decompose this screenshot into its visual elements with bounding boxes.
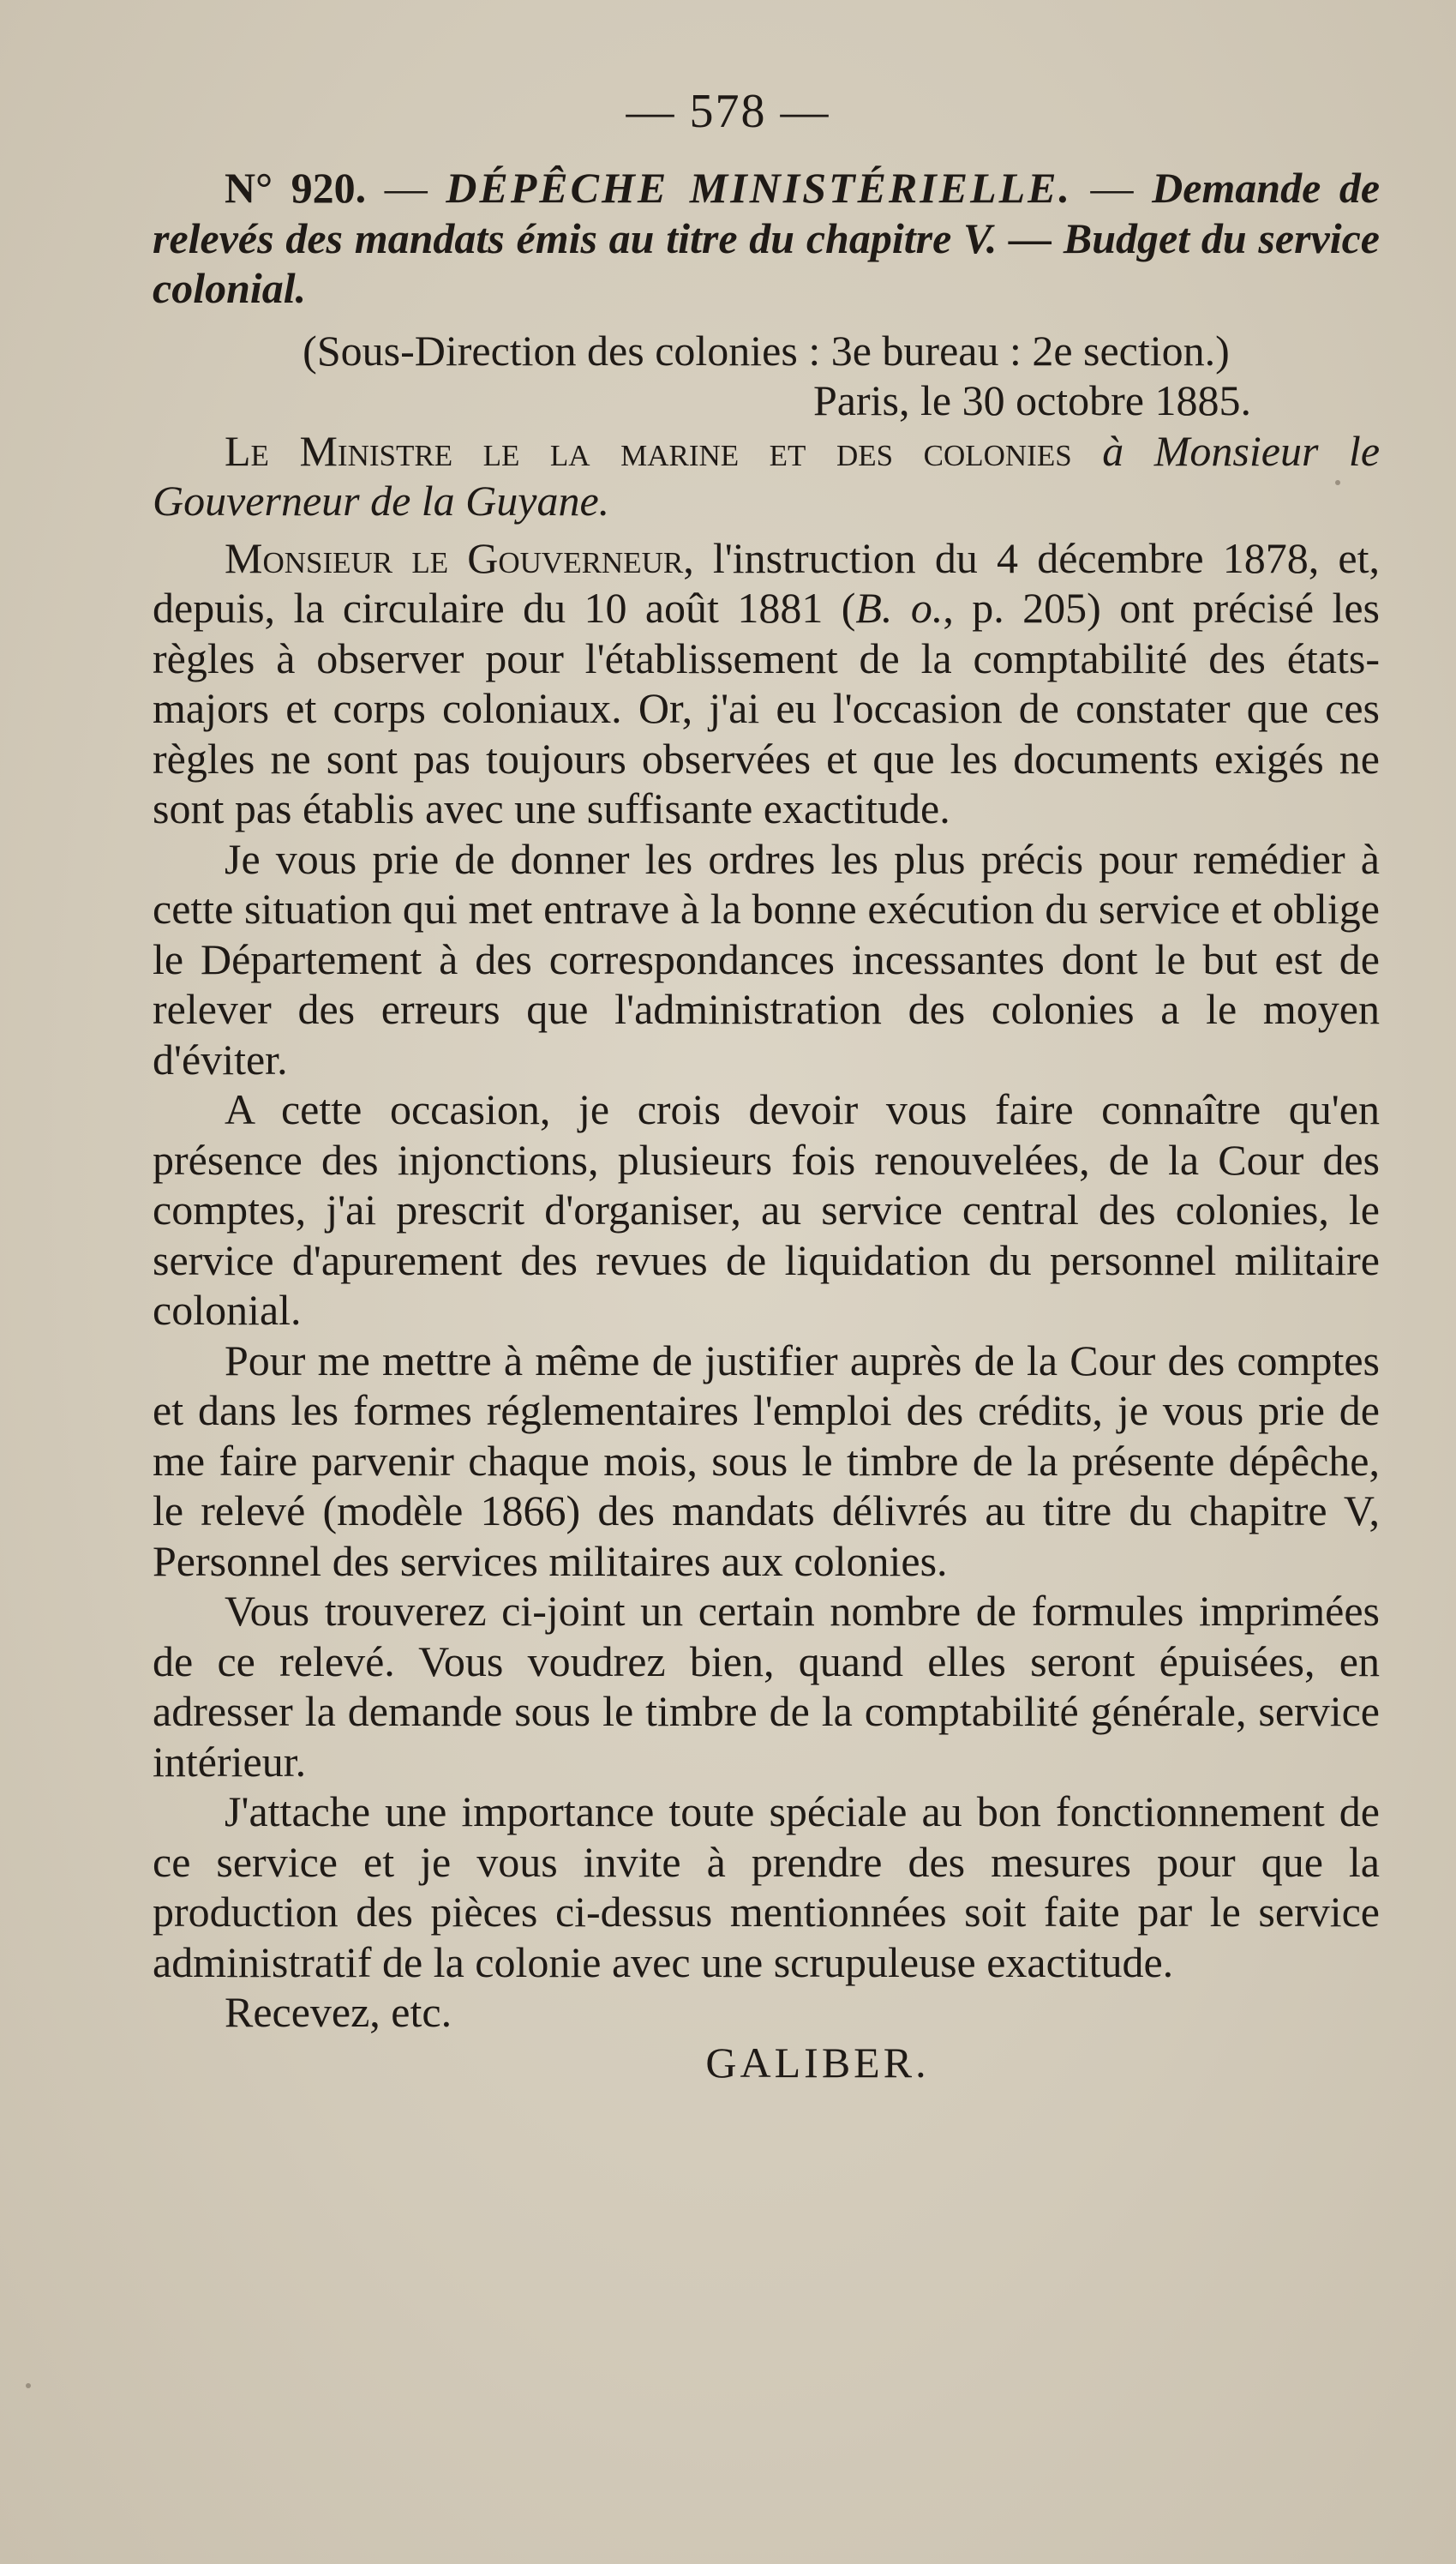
- addressee-to: à Monsieur le Gouverneur de la Guyane.: [153, 426, 1381, 525]
- salutation: Monsieur le Gouverneur,: [225, 533, 694, 582]
- dispatch-number: N° 920.: [225, 164, 367, 212]
- paragraph: Pour me mettre à même de justifier auprès de la Cour des comptes et dans les formes réglementaires l'emploi des crédits, je vous prie de me faire parvenir chaque mois, sous le timbre de la présente dépêche, le relevé (modèle 1866) des mandats délivrés au titre du chapitre V, Personnel des services militaires aux colonies.: [153, 1336, 1380, 1585]
- closing: Recevez, etc.: [225, 1988, 452, 2036]
- dispatch-heading: N° 920. — DÉPÊCHE MINISTÉRIELLE. — Demande de relevés des mandats émis au titre du chapitre V. — Budget du service colonial.: [153, 164, 1381, 312]
- addressee-from: Le Ministre le la marine et des colonies: [225, 426, 1072, 475]
- bulletin-reference: B. o.: [855, 584, 944, 632]
- ink-speck: [26, 2383, 31, 2388]
- paragraph: J'attache une importance toute spéciale au bon fonctionnement de ce service et je vous invite à prendre des mesures pour que la production des pièces ci-dessus mentionnées soit faite par le service administratif de la colonie avec une scrupuleuse exactitude.: [153, 1787, 1380, 1986]
- paragraph: Monsieur le Gouverneur, l'instruction du 4 décembre 1878, et, depuis, la circulaire du 10 août 1881 (B. o., p. 205) ont précisé les règles à observer pour l'établissement de la comptabilité des états-majors et corps coloniaux. Or, j'ai eu l'occasion de constater que ces règles ne sont pas toujours observées et que les documents exigés ne sont pas établis avec une suffisante exactitude.: [153, 533, 1380, 832]
- signature: GALIBER.: [705, 2038, 930, 2087]
- addressee: [153, 426, 1380, 526]
- service-line: (Sous-Direction des colonies : 3e bureau : 2e section.): [303, 326, 1230, 375]
- document-body: [153, 163, 1380, 2087]
- dispatch-title: DÉPÊCHE MINISTÉRIELLE.: [446, 164, 1073, 212]
- paragraph: A cette occasion, je crois devoir vous faire connaître qu'en présence des injonctions, plusieurs fois renouvelées, de la Cour des comptes, j'ai prescrit d'organiser, au service central des colonies, le service d'apurement des revues de liquidation du personnel militaire colonial.: [153, 1085, 1380, 1334]
- page-number: — 578 —: [626, 85, 830, 138]
- dispatch-subject: Demande de relevés des mandats émis au titre du chapitre V. — Budget du service colonial.: [153, 164, 1381, 312]
- paragraph: Je vous prie de donner les ordres les plus précis pour remédier à cette situation qui met entrave à la bonne exécution du service et oblige le Département à des correspondances incessantes dont le but est de relever des erreurs que l'administration des colonies a le moyen d'éviter.: [153, 834, 1380, 1084]
- paragraph: Vous trouverez ci-joint un certain nombre de formules imprimées de ce relevé. Vous voudrez bien, quand elles seront épuisées, en adresser la demande sous le timbre de la comptabilité générale, service intérieur.: [153, 1587, 1380, 1786]
- place-date: Paris, le 30 octobre 1885.: [812, 376, 1251, 424]
